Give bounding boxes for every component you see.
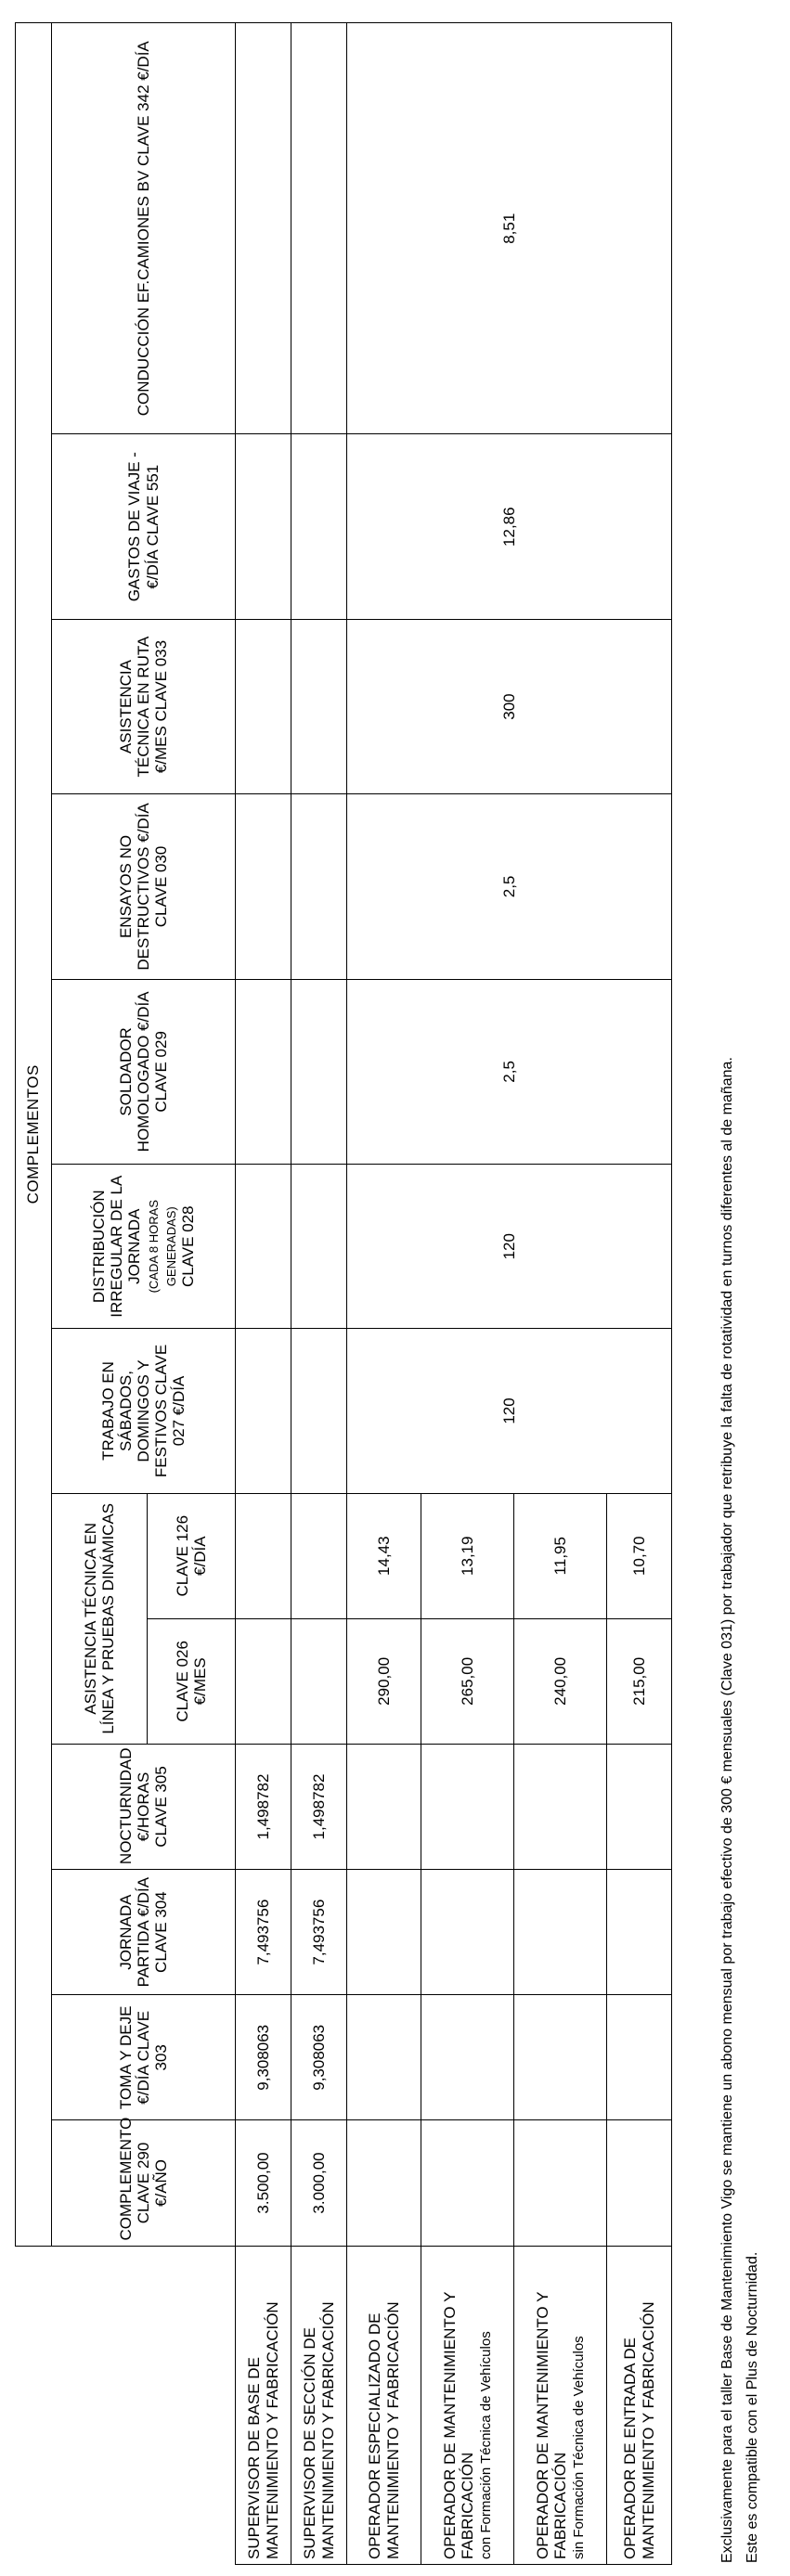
cell-clave-305 xyxy=(421,1744,514,1869)
cell-empty xyxy=(236,979,291,1164)
cell-clave-305 xyxy=(347,1744,421,1869)
table-row xyxy=(347,23,421,2565)
header-clave-028 xyxy=(52,1165,236,1329)
header-clave-290: COMPLEMENTO CLAVE 290 €/AÑO xyxy=(52,2120,236,2246)
cell-clave-033: 300 xyxy=(347,619,672,793)
cell-empty xyxy=(236,1329,291,1493)
cell-clave-290 xyxy=(514,2120,607,2246)
row-label-main: OPERADOR DE MANTENIMIENTO Y FABRICACIÓN xyxy=(440,2291,476,2559)
cell-clave-290: 3.500,00 xyxy=(236,2120,291,2246)
cell-clave-342: 8,51 xyxy=(347,23,672,434)
cell-clave-290: 3.000,00 xyxy=(291,2120,347,2246)
cell-clave-305: 1,498782 xyxy=(236,1744,291,1869)
cell-clave-026: 265,00 xyxy=(421,1618,514,1744)
cell-clave-026: 215,00 xyxy=(607,1618,672,1744)
cell-empty xyxy=(236,619,291,793)
cell-clave-030: 2,5 xyxy=(347,794,672,979)
cell-empty xyxy=(291,1329,347,1493)
cell-empty xyxy=(236,1165,291,1329)
cell-clave-303 xyxy=(347,1995,421,2120)
footnotes xyxy=(717,20,767,2563)
cell-clave-303 xyxy=(607,1995,672,2120)
cell-empty xyxy=(291,23,347,434)
cell-clave-303 xyxy=(421,1995,514,2120)
complementos-table xyxy=(15,22,672,2565)
cell-empty xyxy=(291,794,347,979)
cell-clave-028: 120 xyxy=(347,1165,672,1329)
header-clave-030: ENSAYOS NO DESTRUCTIVOS €/DÍA CLAVE 030 xyxy=(52,794,236,979)
cell-clave-304: 7,493756 xyxy=(291,1870,347,1995)
row-label: OPERADOR ESPECIALIZADO DE MANTENIMIENTO Y FABRICACIÓN xyxy=(347,2246,421,2564)
footnote: Este es compatible con el Plus de Nocturnidad. xyxy=(745,2251,761,2563)
row-label: OPERADOR DE ENTRADA DE MANTENIMIENTO Y FABRICACIÓN xyxy=(607,2246,672,2564)
header-clave-304: JORNADA PARTIDA €/DÍA CLAVE 304 xyxy=(52,1870,236,1995)
cell-clave-305 xyxy=(607,1744,672,1869)
cell-clave-290 xyxy=(421,2120,514,2246)
header-clave-126: CLAVE 126 €/DÍA xyxy=(148,1493,236,1618)
row-label xyxy=(421,2246,514,2564)
cell-clave-303: 9,308063 xyxy=(291,1995,347,2120)
cell-clave-304 xyxy=(421,1870,514,1995)
header-corner xyxy=(16,2246,236,2564)
row-label-main: OPERADOR DE MANTENIMIENTO Y FABRICACIÓN xyxy=(533,2291,569,2559)
cell-clave-126 xyxy=(291,1493,347,1618)
row-label: SUPERVISOR DE SECCIÓN DE MANTENIMIENTO Y FABRICACIÓN xyxy=(291,2246,347,2564)
cell-clave-305 xyxy=(514,1744,607,1869)
header-clave-551: GASTOS DE VIAJE - €/DÍA CLAVE 551 xyxy=(52,434,236,619)
header-clave-342: CONDUCCIÓN EF.CAMIONES BV CLAVE 342 €/DÍA xyxy=(52,23,236,434)
cell-empty xyxy=(291,619,347,793)
cell-empty xyxy=(236,23,291,434)
header-clave-028-note: (CADA 8 HORAS GENERADAS) xyxy=(146,1200,178,1294)
cell-clave-551: 12,86 xyxy=(347,434,672,619)
row-label xyxy=(514,2246,607,2564)
cell-clave-290 xyxy=(347,2120,421,2246)
header-clave-027: TRABAJO EN SÁBADOS, DOMINGOS Y FESTIVOS CLAVE 027 €/DÍA xyxy=(52,1329,236,1493)
cell-empty xyxy=(291,979,347,1164)
cell-clave-304 xyxy=(607,1870,672,1995)
header-clave-028-code: CLAVE 028 xyxy=(178,1205,197,1287)
cell-clave-029: 2,5 xyxy=(347,979,672,1164)
cell-empty xyxy=(236,434,291,619)
cell-empty xyxy=(291,1165,347,1329)
header-clave-305: NOCTURNIDAD €/HORAS CLAVE 305 xyxy=(52,1744,236,1869)
table-row xyxy=(291,23,347,2565)
header-clave-028-title: DISTRIBUCIÓN IRREGULAR DE LA JORNADA xyxy=(90,1175,144,1318)
cell-clave-304 xyxy=(514,1870,607,1995)
footnote: Exclusivamente para el taller Base de Mantenimiento Vigo se mantiene un abono mensual por trabajo efectivo de 300 € mensuales (Clave 031) por trabajador que retribuye la falta de rotatividad en turnos diferentes al de mañana. xyxy=(719,1057,735,2563)
cell-clave-126: 11,95 xyxy=(514,1493,607,1618)
cell-clave-290 xyxy=(607,2120,672,2246)
cell-clave-026 xyxy=(236,1618,291,1744)
cell-clave-027: 120 xyxy=(347,1329,672,1493)
header-clave-029: SOLDADOR HOMOLOGADO €/DÍA CLAVE 029 xyxy=(52,979,236,1164)
header-asistencia-tecnica: ASISTENCIA TÉCNICA EN LÍNEA Y PRUEBAS DINÁMICAS xyxy=(52,1493,148,1744)
cell-clave-304 xyxy=(347,1870,421,1995)
row-label-sub: sin Formación Técnica de Vehículos xyxy=(570,2336,587,2559)
cell-clave-303 xyxy=(514,1995,607,2120)
cell-clave-126: 14,43 xyxy=(347,1493,421,1618)
cell-empty xyxy=(291,434,347,619)
header-clave-033: ASISTENCIA TÉCNICA EN RUTA €/MES CLAVE 033 xyxy=(52,619,236,793)
cell-clave-303: 9,308063 xyxy=(236,1995,291,2120)
cell-clave-126 xyxy=(236,1493,291,1618)
cell-clave-126: 10,70 xyxy=(607,1493,672,1618)
cell-clave-026: 240,00 xyxy=(514,1618,607,1744)
header-clave-026: CLAVE 026 €/MES xyxy=(148,1618,236,1744)
row-label-sub: con Formación Técnica de Vehículos xyxy=(477,2331,494,2559)
table-row xyxy=(236,23,291,2565)
cell-clave-026 xyxy=(291,1618,347,1744)
cell-clave-126: 13,19 xyxy=(421,1493,514,1618)
row-label: SUPERVISOR DE BASE DE MANTENIMIENTO Y FABRICACIÓN xyxy=(236,2246,291,2564)
table-title: COMPLEMENTOS xyxy=(16,23,52,2247)
cell-clave-026: 290,00 xyxy=(347,1618,421,1744)
cell-clave-304: 7,493756 xyxy=(236,1870,291,1995)
header-clave-303: TOMA Y DEJE €/DÍA CLAVE 303 xyxy=(52,1995,236,2120)
cell-empty xyxy=(236,794,291,979)
cell-clave-305: 1,498782 xyxy=(291,1744,347,1869)
